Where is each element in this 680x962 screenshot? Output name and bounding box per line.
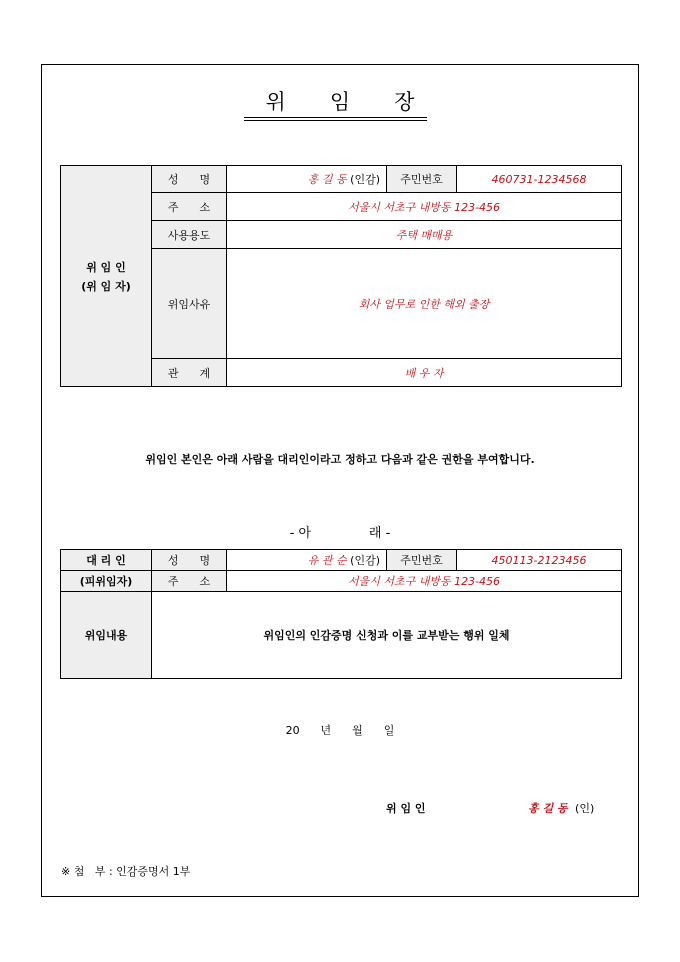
title-char-2: 임 [329, 90, 351, 114]
grantor-purpose-value: 주택 매매용 [227, 221, 622, 249]
below-heading: - 아 래 - [289, 526, 391, 541]
attachment-note: ※ 첨 부 : 인감증명서 1부 [61, 865, 191, 878]
grantor-id-label: 주민번호 [387, 166, 457, 193]
grantor-address-value: 서울시 서초구 내방동 123-456 [227, 193, 622, 221]
grantor-address-label: 주 소 [152, 193, 227, 221]
grantor-seal: (인감) [350, 173, 380, 186]
agent-content-label: 위임내용 [61, 592, 152, 679]
agent-seal: (인감) [350, 554, 380, 567]
title-underline [244, 117, 427, 118]
title-underline [244, 120, 427, 121]
agent-table [60, 549, 622, 679]
grantor-id-value: 460731-1234568 [457, 166, 622, 193]
signature-seal: (인) [575, 802, 595, 815]
agent-address-label: 주 소 [152, 571, 227, 592]
authorization-statement: 위임인 본인은 아래 사람을 대리인이라고 정하고 다음과 같은 권한을 부여합니다. [145, 453, 535, 466]
agent-name-cell [227, 550, 387, 571]
signature-label: 위 임 인 [386, 802, 426, 815]
grantor-name-value: 홍 길 동 [307, 173, 347, 186]
agent-id-label: 주민번호 [387, 550, 457, 571]
agent-name-label: 성 명 [152, 550, 227, 571]
agent-name-value: 유 관 순 [307, 554, 347, 567]
grantor-name-label: 성 명 [152, 166, 227, 193]
agent-section-label-top: 대 리 인 [61, 550, 152, 571]
agent-address-value: 서울시 서초구 내방동 123-456 [227, 571, 622, 592]
grantor-name-cell [227, 166, 387, 193]
grantor-reason-value: 회사 업무로 인한 해외 출장 [227, 249, 622, 359]
title-char-1: 위 [265, 90, 286, 114]
signature-block [528, 800, 594, 816]
grantor-reason-label: 위임사유 [152, 249, 227, 359]
grantor-purpose-label: 사용용도 [152, 221, 227, 249]
date-line: 20 년 월 일 [285, 724, 395, 737]
signature-name: 홍 길 동 [528, 802, 568, 815]
agent-content-value: 위임인의 인감증명 신청과 이를 교부받는 행위 일체 [152, 592, 622, 679]
title-char-3: 장 [394, 90, 415, 114]
grantor-section-label: 위 임 인 (위 임 자) [61, 166, 152, 387]
grantor-table [60, 165, 622, 387]
agent-id-value: 450113-2123456 [457, 550, 622, 571]
agent-section-label-bottom: (피위임자) [61, 571, 152, 592]
document-title [0, 86, 680, 116]
grantor-relation-label: 관 계 [152, 359, 227, 387]
grantor-relation-value: 배 우 자 [227, 359, 622, 387]
